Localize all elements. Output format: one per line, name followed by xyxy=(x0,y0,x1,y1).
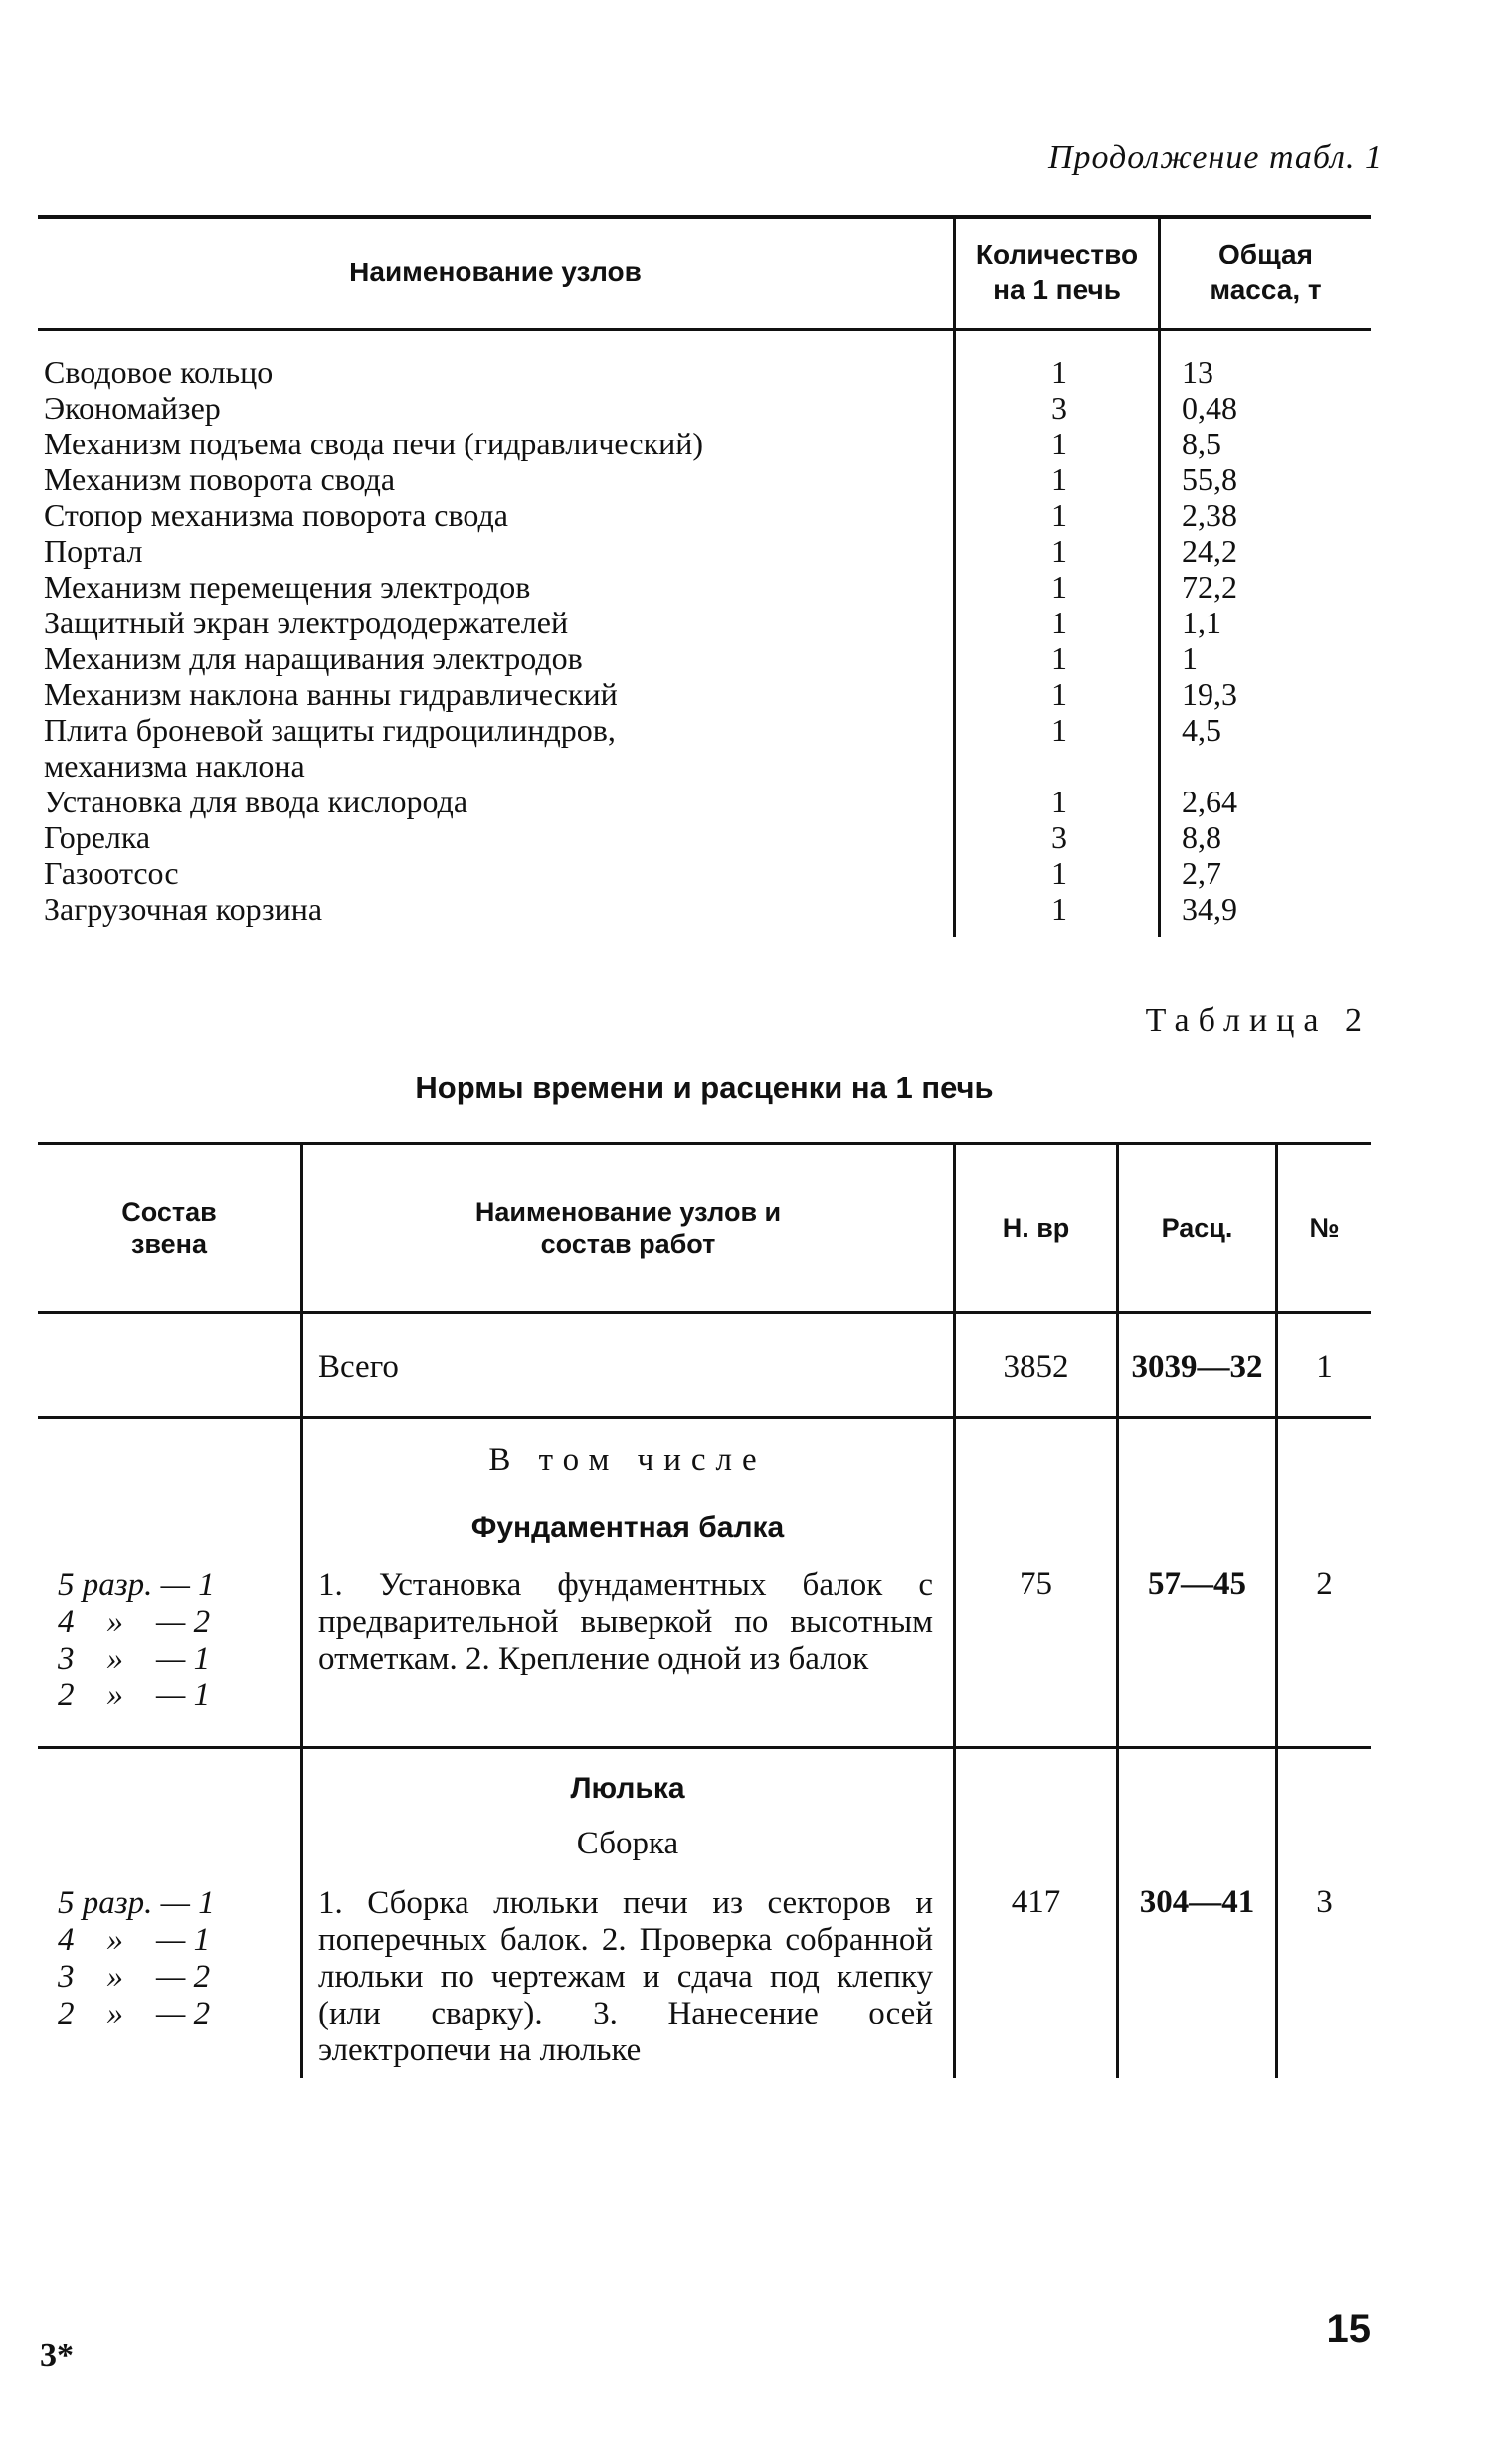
signature-mark: 3* xyxy=(40,2337,74,2374)
table-1-header-qty: Количество на 1 печь xyxy=(975,239,1139,305)
section-1-time: 75 xyxy=(1020,1566,1052,1602)
table-row: Портал 1 24,2 xyxy=(44,533,1237,569)
table-2-title: Нормы времени и расценки на 1 печь xyxy=(415,1070,994,1105)
table-2-header-work: Наименование узлов и состав работ xyxy=(474,1197,782,1259)
table-2-label: Таблица 2 xyxy=(1145,1002,1371,1039)
table-1-header-mass: Общая масса, т xyxy=(1210,239,1322,305)
table-row: Загрузочная корзина 1 34,9 xyxy=(44,891,1237,927)
table-row: механизма наклона xyxy=(44,748,305,784)
section-2-num: 3 xyxy=(1316,1884,1333,1920)
table-row: Экономайзер 3 0,48 xyxy=(44,390,1237,426)
table-row: Механизм наклона ванны гидравлический 1 19,3 xyxy=(44,676,1237,712)
table-row: Механизм подъема свода печи (гидравлический) 1 8,5 xyxy=(44,426,1221,461)
table-row: Механизм поворота свода 1 55,8 xyxy=(44,461,1237,497)
table-2 xyxy=(38,1142,1371,2078)
table-2-header-rate: Расц. xyxy=(1161,1213,1233,1243)
section-1-work: 1. Установка фундаментных балок с предварительной выверкой по высотным отметкам. 2. Крепление одной из балок xyxy=(318,1567,933,1676)
total-time: 3852 xyxy=(1003,1349,1069,1385)
page-number: 15 xyxy=(1326,2307,1371,2351)
section-2-work: 1. Сборка люльки печи из секторов и поперечных балок. 2. Проверка собранной люльки по чертежам и сдача под клепку (или сварку). 3. Нанесение осей электропечи на люльке xyxy=(318,1885,933,2068)
section-2-rate: 304—41 xyxy=(1139,1884,1255,1920)
section-1-num: 2 xyxy=(1316,1566,1333,1602)
table-1 xyxy=(38,215,1371,937)
table-row: Сводовое кольцо 1 13 xyxy=(44,354,1213,390)
table-2-header-crew: Состав звена xyxy=(121,1197,217,1259)
section-1-rate: 57—45 xyxy=(1148,1566,1246,1602)
total-num: 1 xyxy=(1316,1349,1333,1385)
table-row: Плита броневой защиты гидроцилиндров, 1 4,5 xyxy=(44,712,1221,748)
table-2-header-num: № xyxy=(1309,1213,1340,1243)
table-row: Защитный экран электрододержателей 1 1,1 xyxy=(44,605,1221,640)
continuation-title: Продолжение табл. 1 xyxy=(1047,139,1383,176)
section-2-title: Люлька xyxy=(570,1772,685,1805)
section-1-title: Фундаментная балка xyxy=(470,1511,785,1544)
total-rate: 3039—32 xyxy=(1131,1349,1263,1385)
section-2-time: 417 xyxy=(1011,1884,1061,1920)
including-heading: В том числе xyxy=(488,1442,767,1478)
table-row: Газоотсос 1 2,7 xyxy=(44,855,1221,891)
section-1-crew: 5 разр. — 1 4 » — 2 3 » — 1 2 » — 1 xyxy=(58,1567,215,1713)
table-row: Установка для ввода кислорода 1 2,64 xyxy=(44,784,1237,819)
table-2-section-rule xyxy=(38,1746,1371,1749)
table-row: Горелка 3 8,8 xyxy=(44,819,1221,855)
table-2-top-rule xyxy=(38,1142,1371,1145)
section-2-crew: 5 разр. — 1 4 » — 1 3 » — 2 2 » — 2 xyxy=(58,1885,215,2031)
table-2-header-time: Н. вр xyxy=(1002,1213,1070,1243)
table-2-total-rule xyxy=(38,1416,1371,1419)
section-2-subtitle: Сборка xyxy=(576,1826,679,1861)
table-row: Стопор механизма поворота свода 1 2,38 xyxy=(44,497,1237,533)
table-row: Механизм для наращивания электродов 1 1 xyxy=(44,640,1198,676)
table-1-header-name: Наименование узлов xyxy=(349,257,642,287)
table-row: Механизм перемещения электродов 1 72,2 xyxy=(44,569,1237,605)
total-label: Всего xyxy=(318,1349,399,1385)
table-2-header-rule xyxy=(38,1311,1371,1314)
